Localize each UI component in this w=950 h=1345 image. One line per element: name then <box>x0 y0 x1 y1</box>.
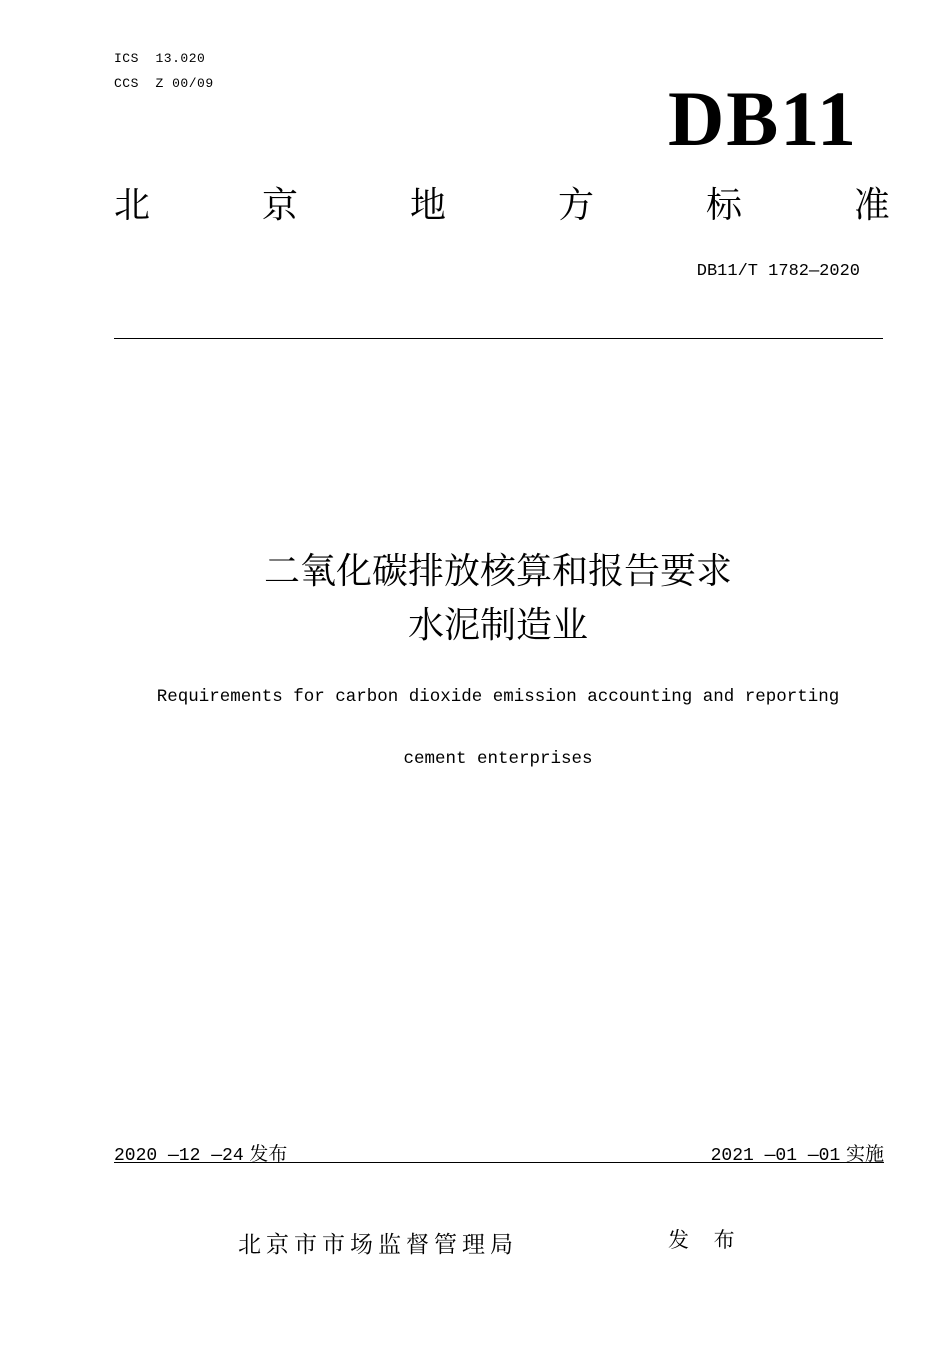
title-en-line1: Requirements for carbon dioxide emission accounting and reporting <box>156 687 840 707</box>
standard-type-char: 标 <box>705 185 742 226</box>
standard-type-char: 方 <box>557 185 594 226</box>
release-label: 发布 <box>249 1143 288 1165</box>
standard-type-char: 地 <box>409 185 446 226</box>
ccs-code: CCS Z 00/09 <box>114 76 214 91</box>
title-en-line2: cement enterprises <box>403 749 593 769</box>
title-cn-line2: 水泥制造业 <box>407 605 588 646</box>
effective-label: 实施 <box>845 1143 884 1165</box>
release-date: 2020 —12 —24 <box>114 1146 244 1166</box>
standard-type-char: 京 <box>261 185 298 226</box>
publisher-name: 北京市市场监督管理局 <box>238 1232 518 1258</box>
effective-date: 2021 —01 —01 <box>710 1146 841 1166</box>
standard-type-char: 准 <box>853 185 890 226</box>
standard-type-heading <box>114 185 890 226</box>
standard-number: DB11/T 1782—2020 <box>696 262 860 281</box>
db11-logo: DB11 <box>667 75 858 162</box>
header-divider <box>114 338 883 339</box>
date-divider <box>114 1162 884 1163</box>
publish-label: 发 布 <box>668 1228 744 1252</box>
ics-code: ICS 13.020 <box>114 51 206 66</box>
standard-type-char: 北 <box>114 185 151 226</box>
title-cn-line1: 二氧化碳排放核算和报告要求 <box>263 551 732 592</box>
